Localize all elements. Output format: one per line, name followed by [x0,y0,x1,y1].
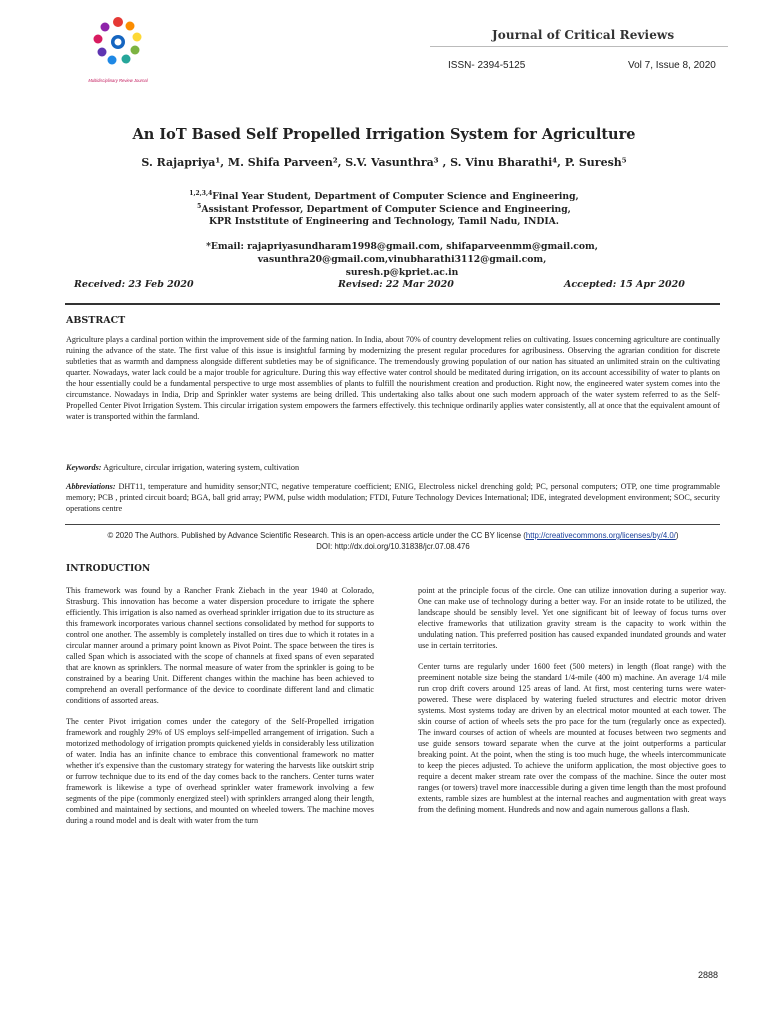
affiliation-3 [0,216,768,227]
abstract-text: Agriculture plays a cardinal portion within the improvement side of the farming nation. In India, about 70% of country development relies on cultivating. Issues concerning agriculture are continually ruining the advance of the state. The first value of this issue is insightful farming by modernizing the present regular procedures for agribusiness. Observing the agrarian condition for discrete subtleties that as warmth and dampness alongside different subtleties may be of significance. The tremendously growing population of our nation has situated an unlimited strain on the cultivating quarter. Nowadays, water lack could be a major trouble for agriculture. During this way effective water control should be meditated during irrigation, on its account accessibility of water to plants on the hour essentially could be a fundamental perspective to urge most assemblies of plants to fulfill the nourishment creation and production. Right now, the engineered water system comes into the circumstance. Nowadays in India, Drip and Sprinkler water systems are being drilled. This undertaking also talks about one such modern approach of the water system referred to as the Self- Propelled Center Pivot Irrigation System. This circular irrigation system empowers the farmers effectively. this technique ordinarily applies water consistently, all at once that the equivalent amount of water is transported within the farmland. [66,335,720,421]
affiliation-1 [0,190,768,202]
body-column-left [66,585,374,836]
volume-issue: Vol 7, Issue 8, 2020 [628,60,716,71]
email-line-1: *Email: rajapriyasundharam1998@gmail.com, shifaparveenmm@gmail.com, vasunthra20@gmail.com,vinubharathi3112@gmail.com, [206,241,598,265]
affiliation-1-marker: 1,2,3,4 [189,190,213,197]
issn: ISSN- 2394-5125 [448,60,526,71]
keywords-text: Agriculture, circular irrigation, watering system, cultivation [101,463,300,472]
abbreviations-label: Abbreviations: [66,482,116,491]
body-column-right [418,585,726,825]
author-list: S. Rajapriya¹, M. Shifa Parveen², S.V. Vasunthra³ , S. Vinu Bharathi⁴, P. Suresh⁵ [141,156,627,169]
section-divider [65,303,720,305]
header-rule [430,46,728,47]
paper-title: An IoT Based Self Propelled Irrigation System for Agriculture [132,126,636,143]
abbreviations [66,481,720,514]
keywords-label: Keywords: [66,463,102,472]
affiliation-1-text: Final Year Student, Department of Computer Science and Engineering, [212,191,579,203]
email-line-2: suresh.p@kpriet.ac.in [345,267,459,278]
author-emails [82,240,722,279]
introduction-heading: INTRODUCTION [66,564,151,574]
abstract-heading: ABSTRACT [66,315,126,326]
journal-logo [78,12,158,86]
license-line [66,530,720,541]
license-divider [65,524,720,525]
keywords [66,462,720,473]
license-close: ) [675,531,679,540]
affiliation-2-text: Assistant Professor, Department of Computer Science and Engineering, [201,204,571,216]
affiliation-2 [0,203,768,215]
paragraph: This framework was found by a Rancher Frank Ziebach in the year 1940 at Colorado, Strasburg. This innovation has become a water dispersion procedure to irrigate the sphere efficiently. This irrigation is also named as overhead sprinkler irrigation due to its structure as this framework incorporates various channel sections consolidated by method for supports to control one another. The assembly is completely installed on tires due to which it rotates in a circular manner around a primary point known as Pivot Point. The space between the tires is called Span which is associated with the scope of channels at fixed spans of even separated that are known as sprinklers. The normal measure of water from the sprinkler is going to be constrained by a bearing Unit. Different changes within the machine has been achieved to comprehend an overall performance of the device to coordinate different land and climatic conditions of assorted areas. [66,586,374,705]
journal-logo-icon [78,12,158,86]
accepted-date: Accepted: 15 Apr 2020 [564,279,685,290]
journal-name: Journal of Critical Reviews [492,28,675,42]
revised-date: Revised: 22 Mar 2020 [338,279,454,290]
page-number: 2888 [698,970,719,980]
abbreviations-text: DHT11, temperature and humidity sensor;NTC, negative temperature coefficient; ENIG, Electroless nickel drenching gold; PC, personal computers; OTP, one time programmable memory; PCB , printed circuit board; BGA, ball grid array; PWM, pulse width modulation; FTDI, Future Technology Devices International; IDE, integrated development environment; SOC, security operations centre [66,482,720,513]
paragraph: point at the principle focus of the circle. One can utilize innovation during a superior way. One can make use of technology during a better way. For an inside rotate to be utilized, the landscape should be sensibly level. Yet one significant bit of leeway of focus turns over elective frameworks that utilization gravity stream is the capacity to work within the undulating nation. This preferred position has caused expanded inundated grounds and water use in certain territories. [418,586,726,650]
license-notice [66,530,720,552]
affiliation-2-marker: 5 [197,203,202,210]
doi: DOI: http://dx.doi.org/10.31838/jcr.07.08.476 [316,542,470,551]
paragraph: The center Pivot irrigation comes under the category of the Self-Propelled irrigation framework and roughly 29% of US employs self-impelled arrangement of irrigation. Such a motorized methodology of irrigation prompts quickened yields in considerably less utilization of water. India has an infinite chance to embrace this conventional framework no matter whether it's expensive than the customary strategy for watering the harvests like outskirt strip or furrow technique due to its end of the day comes back to the ranchers. Center turns water framework is likewise a type of overhead sprinkler water framework involving a few segments of the pipe (commonly energized steel) with sprinklers arranged along their length, combined and maintained by sections, and mounted on wheeled towers. The machine moves during a round model and is dealt with water from the turn [66,717,374,825]
affiliation-3-text: KPR Inststitute of Engineering and Technology, Tamil Nadu, INDIA. [209,216,559,227]
received-date: Received: 23 Feb 2020 [74,279,194,290]
license-text: © 2020 The Authors. Published by Advance Scientific Research. This is an open-access article under the CC BY license ( [107,531,526,540]
paragraph: Center turns are regularly under 1600 feet (500 meters) in length (float range) with the preeminent notable size being the standard 1/4-mile (400 m) machine. An average 1/4 mile run crop drift covers around 125 areas of land. At first, most centering turns were water-powered. These were displaced by watering fueled structures and electric motor driven systems. Most systems today are driven by an electrical motor mounted at each tower. The skin course of action of wheels sets the pro pace for the turn (regularly once as expected). The inward courses of action of wheels are mounted at focuses between two segments and use guide sensors toward separate when the curve at the joint outperforms a particular breaking point. At the point, when the sting is too much huge, the wheels intercommunicate to keep the pieces adjusted. To achieve the uniform application, the most objective goes to require a decent maker stream rate over the compass of the machine. Since the outer most ranges (or towers) travel more inaccessible during a given time length than the most profound extents, ramble sizes are humblest at the internal reaches and augmentation with great ways from the defining moment. Hundreds and now and again numerous gallons a flash. [418,662,726,814]
logo-caption: Multidisciplinary Review Journal [88,78,148,83]
license-link[interactable]: http://creativecommons.org/licenses/by/4.0/ [525,531,676,540]
